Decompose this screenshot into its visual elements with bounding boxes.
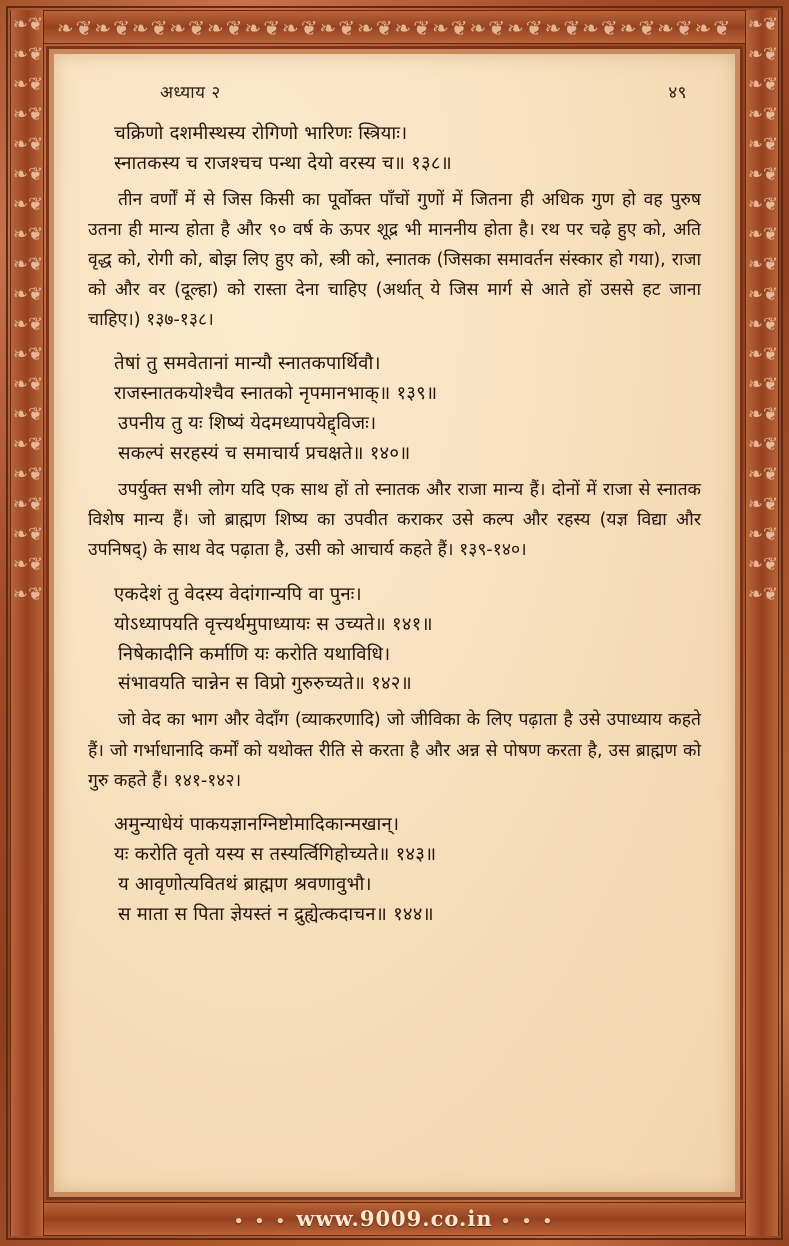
verse-line: एकदेशं तु वेदस्य वेदांगान्यपि वा पुनः। [114,583,362,605]
footer-watermark [10,1202,779,1236]
verse-line: स माता स पिता ज्ञेयस्तं न द्रुह्येत्कदाचन॥ १४४॥ [118,903,434,925]
right-ornament-band [745,10,779,1236]
footer-dots-right: • • • [500,1212,556,1230]
top-ornament-band [10,10,779,44]
verse-group [88,810,701,930]
scroll-motif-right: ❧❦❧❦❧❦❧❦❧❦❧❦❧❦❧❦❧❦❧❦❧❦❧❦❧❦❧❦❧❦❧❦❧❦❧❦❧❦❧❦ [747,14,779,605]
verse-line: तेषां तु समवेतानां मान्यौ स्नातकपार्थिवौ। [114,353,381,375]
verse-line: अमुन्याधेयं पाकयज्ञानग्निष्टोमादिकान्मखान्। [114,813,400,835]
footer-dots-left: • • • [233,1212,289,1230]
verse-group [88,349,701,469]
chapter-label: अध्याय २ [160,83,221,103]
verse-line: योऽध्यापयति वृत्त्यर्थमुपाध्यायः स उच्यते॥ १४१॥ [114,613,433,635]
scroll-motif-top: ❧❦❧❦❧❦❧❦❧❦❧❦❧❦❧❦❧❦❧❦❧❦❧❦❧❦❧❦❧❦❧❦❧❦❧❦ [56,16,733,40]
section-141-142 [88,580,701,796]
page-header [88,80,701,103]
verse-group [88,119,701,179]
verse-line: संभावयति चान्नेन स विप्रो गुरुरुच्यते॥ १४२॥ [118,673,412,695]
verse-line: स्नातकस्य च राजश्चच पन्था देयो वरस्य च॥ १३८॥ [114,152,452,174]
page-number: ४९ [668,83,687,103]
translation-paragraph: जो वेद का भाग और वेदाँग (व्याकरणादि) जो जीविका के लिए पढ़ाता है उसे उपाध्याय कहते हैं। जो गर्भाधानादि कर्मों को यथोक्त रीति से करता है और अन्न से पोषण करता है, उस ब्राह्मण को गुरु कहते हैं। १४१-१४२। [88,710,701,791]
verse-line: चक्रिणो दशमीस्थस्य रोगिणो भारिणः स्त्रियाः। [114,123,408,144]
section-138 [88,119,701,335]
verse-line: य आवृणोत्यवितथं ब्राह्मण श्रवणावुभौ। [118,873,372,895]
scroll-motif-left: ❧❦❧❦❧❦❧❦❧❦❧❦❧❦❧❦❧❦❧❦❧❦❧❦❧❦❧❦❧❦❧❦❧❦❧❦❧❦❧❦ [12,14,44,605]
verse-line: राजस्नातकयोश्चैव स्नातको नृपमानभाक्॥ १३९॥ [114,383,438,405]
left-ornament-band [10,10,44,1236]
section-139-140 [88,349,701,565]
translation-paragraph: तीन वर्णों में से जिस किसी का पूर्वोक्त पाँचों गुणों में जितना ही अधिक गुण हो वह पुरुष उतना ही मान्य होता है और ९० वर्ष के ऊपर शूद्र भी माननीय होता है। रथ पर चढ़े हुए को, अति वृद्ध को, रोगी को, बोझ लिए हुए को, स्त्री को, स्नातक (जिसका समावर्तन संस्कार हो गया), राजा को और वर (दूल्हा) को रास्ता देना चाहिए (अर्थात् ये जिस मार्ग से आते हों उससे हट जाना चाहिए।) १३७-१३८। [88,189,701,331]
verse-line: उपनीय तु यः शिष्यं येदमध्यापयेद्द्विजः। [118,413,377,435]
verse-line: यः करोति वृतो यस्य स तस्यर्त्विगिहोच्यते॥ १४३॥ [114,843,437,865]
footer-site-url: www.9009.co.in [296,1206,493,1231]
section-143-144 [88,810,701,930]
verse-line: निषेकादीनि कर्माणि यः करोति यथाविधि। [118,643,391,665]
verse-group [88,580,701,700]
verse-line: सकल्पं सरहस्यं च समाचार्य प्रचक्षते॥ १४०॥ [118,443,411,465]
translation-paragraph: उपर्युक्त सभी लोग यदि एक साथ हों तो स्नातक और राजा मान्य हैं। दोनों में राजा से स्नातक विशेष मान्य हैं। जो ब्राह्मण शिष्य का उपवीत कराकर उसे कल्प और रहस्य (यज्ञ विद्या और उपनिषद्) के साथ वेद पढ़ाता है, उसी को आचार्य कहते हैं। १३९-१४०। [88,480,701,561]
document-page [54,54,735,1192]
